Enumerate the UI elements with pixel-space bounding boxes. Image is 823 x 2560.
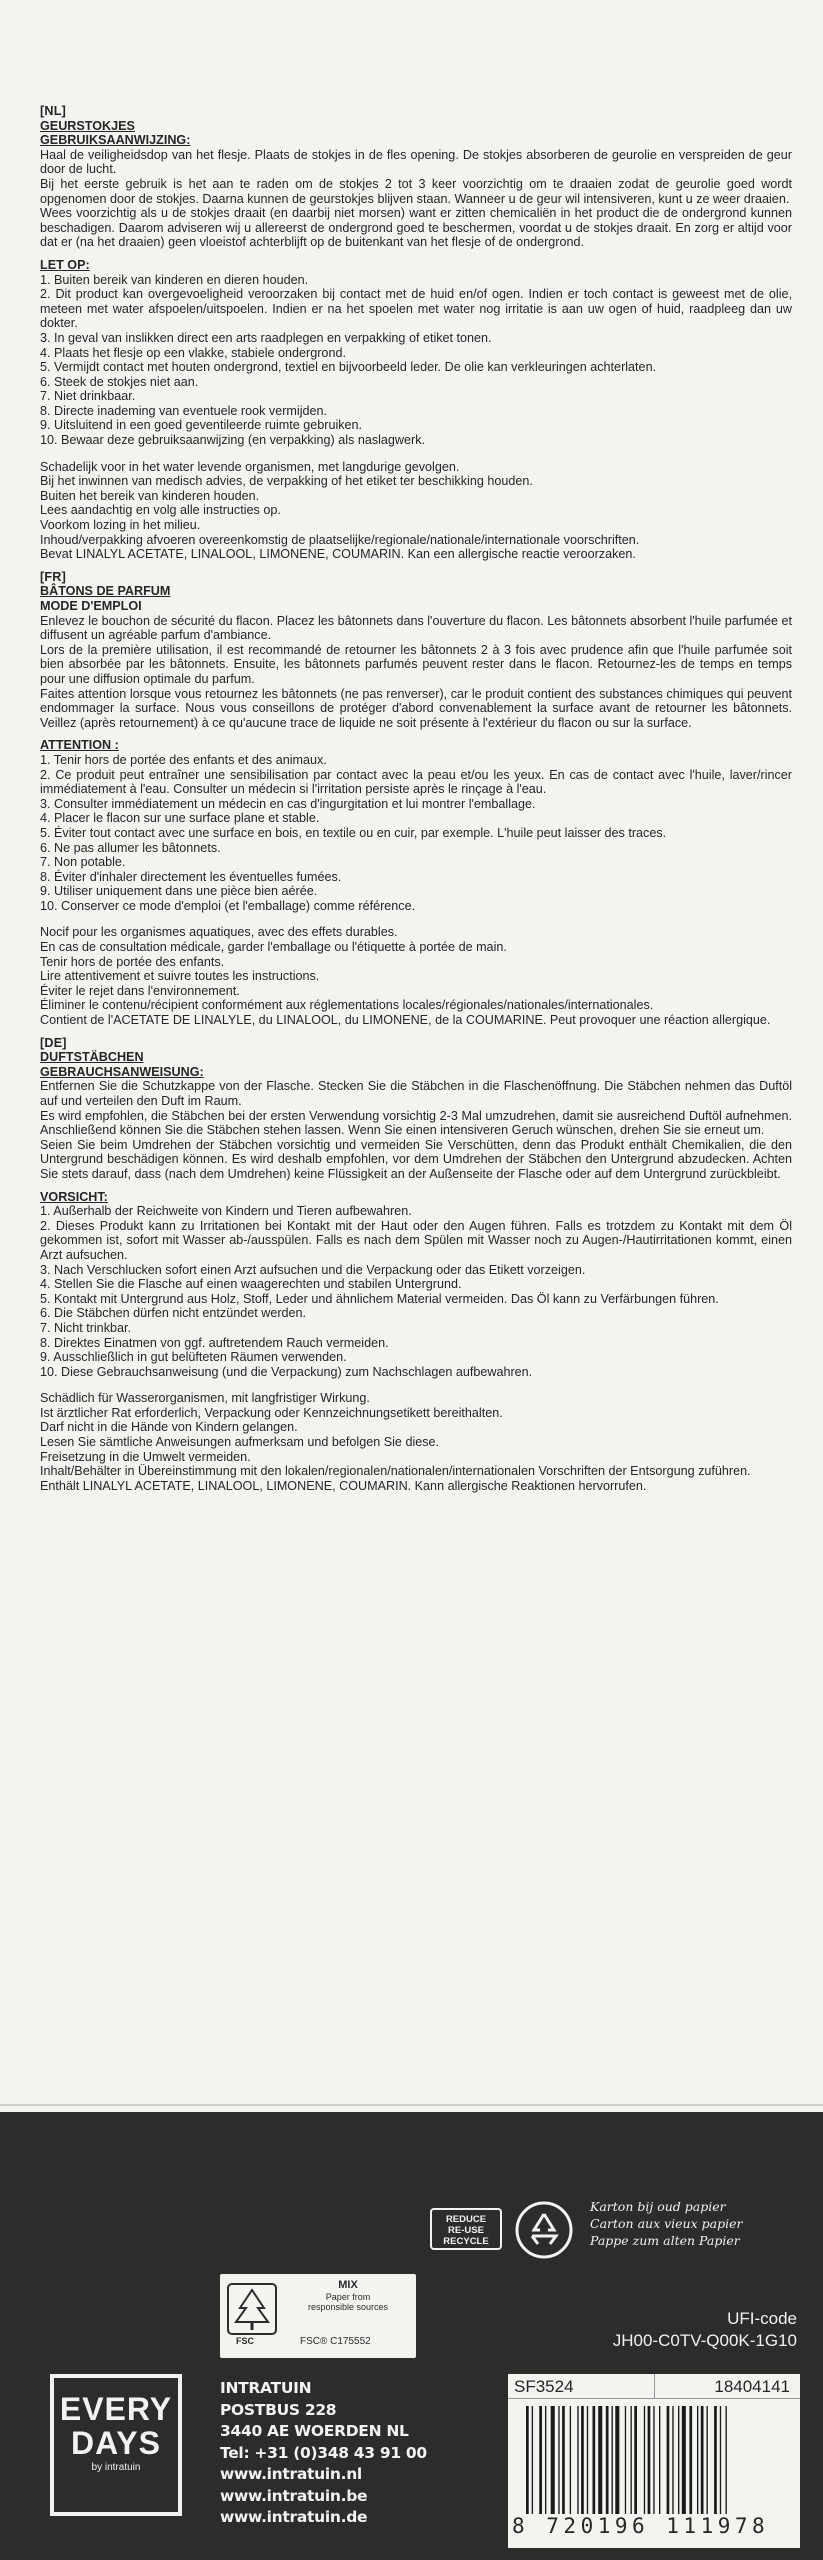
note: Éviter le rejet dans l'environnement. xyxy=(40,983,240,998)
warning-item: 1. Buiten bereik van kinderen en dieren houden. xyxy=(40,272,309,287)
barcode-bar xyxy=(581,2406,584,2514)
note: Bevat LINALYL ACETATE, LINALOOL, LIMONENE, COUMARIN. Kan een allergische reactie veroorzaken. xyxy=(40,547,636,562)
section-de xyxy=(40,1036,792,1494)
recycling-marks xyxy=(430,2198,590,2260)
lang-code: [NL] xyxy=(40,104,66,118)
warnings-list xyxy=(40,273,792,448)
warning-item: 2. Dit product kan overgevoeligheid veroorzaken bij contact met de huid en/of ogen. Indien er toch contact is geweest met de olie, meteen met water afspoelen/uitspoelen. Indien er na het spoelen met water nog irritatie is aan uw ogen of huid, raadpleeg dan uw dokter. xyxy=(40,287,792,331)
fsc-text: Paper from xyxy=(325,2292,371,2302)
note: Enthält LINALYL ACETATE, LINALOOL, LIMONENE, COUMARIN. Kann allergische Reaktionen hervorrufen. xyxy=(40,1478,647,1493)
note: Inhalt/Behälter in Übereinstimmung mit den lokalen/regionalen/nationalen/internationalen Vorschriften der Entsorgung zuführen. xyxy=(40,1464,751,1479)
reduce-reuse-recycle-badge xyxy=(430,2208,502,2250)
fsc-description xyxy=(284,2280,412,2312)
warning-item: 10. Diese Gebrauchsanweisung (und die Verpackung) zum Nachschlagen aufbewahren. xyxy=(40,1364,533,1379)
warning-item: 5. Vermijdt contact met houten ondergrond, textiel en bijvoorbeeld leder. De olie kan verkleuringen achterlaten. xyxy=(40,360,657,375)
barcode-bar xyxy=(593,2406,596,2514)
barcode-bar xyxy=(587,2406,588,2514)
barcode-bar xyxy=(577,2406,578,2514)
warning-item: 2. Ce produit peut entraîner une sensibilisation par contact avec la peau et/ou les yeux. En cas de contact avec l'huile, laver/rincer immédiatement à l'eau. Consulter un médecin si l'irritation persiste après le rinçage à l'eau. xyxy=(40,767,792,797)
warning-item: 7. Nicht trinkbar. xyxy=(40,1320,131,1335)
note: Freisetzung in die Umwelt vermeiden. xyxy=(40,1449,251,1464)
barcode-bar xyxy=(701,2406,704,2514)
warning-item: 8. Directe inademing van eventuele rook vermijden. xyxy=(40,403,328,418)
barcode-bar xyxy=(631,2406,632,2514)
note: Ist ärztlicher Rat erforderlich, Verpackung oder Kennzeichnungsetikett bereithalten. xyxy=(40,1405,503,1420)
barcode-bar xyxy=(667,2406,670,2514)
barcode-bar xyxy=(714,2406,717,2514)
paragraph: Es wird empfohlen, die Stäbchen bei der ersten Verwendung vorsichtig 2-3 Mal umzudrehen, damit sie ausreichend Duftöl aufnehmen. Anschließend können Sie die Stäbchen stehen lassen. Wenn Sie einen intensiveren Geruch wünschen, drehen Sie sie erneut um. xyxy=(40,1108,792,1138)
warning-item: 3. Consulter immédiatement un médecin en cas d'ingurgitation et lui montrer l'emballage. xyxy=(40,796,536,811)
note: Tenir hors de portée des enfants. xyxy=(40,954,225,969)
paragraph: Enlevez le bouchon de sécurité du flacon. Placez les bâtonnets dans l'ouverture du flacon. Les bâtonnets absorbent l'huile parfumée et diffusent un agréable parfum d'ambiance. xyxy=(40,613,792,643)
section-nl xyxy=(40,104,792,562)
barcode-bar xyxy=(562,2406,565,2514)
recycle-arrows-icon xyxy=(514,2200,574,2260)
barcode-bar xyxy=(625,2406,626,2514)
note: Éliminer le contenu/récipient conformément aux réglementations locales/régionales/nationales/internationales. xyxy=(40,998,654,1013)
section-subtitle: MODE D'EMPLOI xyxy=(40,599,142,613)
note: Inhoud/verpakking afvoeren overeenkomstig de plaatselijke/regionale/nationale/internationale voorschriften. xyxy=(40,532,640,547)
note: Lire attentivement et suivre toutes les instructions. xyxy=(40,969,320,984)
note: Bij het inwinnen van medisch advies, de verpakking of het etiket ter beschikking houden. xyxy=(40,474,533,489)
barcode-bar xyxy=(539,2406,542,2514)
warning-item: 4. Placer le flacon sur une surface plane et stable. xyxy=(40,811,320,826)
note: Schadelijk voor in het water levende organismen, met langdurige gevolgen. xyxy=(40,459,460,474)
lang-code: [DE] xyxy=(40,1035,67,1050)
fsc-code: FSC® C175552 xyxy=(300,2336,371,2347)
paper-disposal-text xyxy=(590,2198,810,2249)
warnings-title: LET OP: xyxy=(40,257,90,272)
barcode-bar xyxy=(598,2406,602,2514)
note: Voorkom lozing in het milieu. xyxy=(40,518,201,533)
logo-line: EVERY xyxy=(59,2391,173,2427)
paragraph: Seien Sie beim Umdrehen der Stäbchen vorsichtig und vermeiden Sie Verschütten, denn das Produkt enthält Chemikalien, die den Untergrund beschädigen können. Es wird deshalb empfohlen, vor dem Umdrehen der Stäbchen den Untergrund abzudecken. Achten Sie stets darauf, dass (nach dem Umdrehen) keine Flüssigkeit an der Außenseite der Flasche oder auf dem Untergrund zurückbleibt. xyxy=(40,1137,792,1181)
paragraph: Entfernen Sie die Schutzkappe von der Flasche. Stecken Sie die Stäbchen in die Flaschenöffnung. Die Stäbchen nehmen das Duftöl auf und verteilen den Duft im Raum. xyxy=(40,1079,792,1108)
warning-item: 2. Dieses Produkt kann zu Irritationen bei Kontakt mit der Haut oder den Augen führen. Falls es trotzdem zu Kontakt mit dem Öl gekommen ist, sofort mit Wasser ab-/ausspülen. Falls es nach dem Spülen mit Wasser noch zu Augen-/Hautirritationen kommt, einen Arzt aufsuchen. xyxy=(40,1218,792,1262)
note: Contient de l'ACETATE DE LINALYLE, du LINALOOL, du LIMONENE, de la COUMARINE. Peut provoquer une réaction allergique. xyxy=(40,1013,771,1028)
warning-item: 6. Die Stäbchen dürfen nicht entzündet werden. xyxy=(40,1306,307,1321)
address-line: 3440 AE WOERDEN NL xyxy=(220,2422,409,2440)
ufi-label: UFI-code xyxy=(727,2309,797,2328)
note: Schädlich für Wasserorganismen, mit langfristiger Wirkung. xyxy=(40,1391,370,1406)
warning-item: 9. Ausschließlich in gut belüfteten Räumen verwenden. xyxy=(40,1350,347,1365)
warning-item: 8. Direktes Einatmen von ggf. auftretendem Rauch vermeiden. xyxy=(40,1335,389,1350)
barcode-bar xyxy=(606,2406,609,2514)
section-fr xyxy=(40,570,792,1028)
warning-item: 5. Éviter tout contact avec une surface en bois, en textile ou en cuir, par exemple. L'huile peut laisser des traces. xyxy=(40,825,667,840)
warning-item: 3. In geval van inslikken direct een arts raadplegen en verpakking of etiket tonen. xyxy=(40,330,492,345)
company-address xyxy=(220,2378,427,2529)
ufi-code: JH00-C0TV-Q00K-1G10 xyxy=(612,2331,797,2350)
paper-line: Pappe zum alten Papier xyxy=(590,2233,740,2248)
website-link: www.intratuin.be xyxy=(220,2486,368,2505)
warnings-list xyxy=(40,1204,792,1379)
article-number: 18404141 xyxy=(714,2377,790,2396)
logo-line: DAYS xyxy=(71,2425,161,2461)
ean-barcode-icon xyxy=(524,2406,792,2514)
warning-item: 8. Éviter d'inhaler directement les éventuelles fumées. xyxy=(40,869,342,884)
barcode-bar xyxy=(558,2406,559,2514)
website-link: www.intratuin.nl xyxy=(220,2465,362,2483)
barcode-bar xyxy=(689,2406,692,2514)
paper-line: Carton aux vieux papier xyxy=(590,2216,743,2231)
everydays-logo xyxy=(50,2374,182,2516)
barcode-label xyxy=(508,2374,800,2548)
barcode-bar xyxy=(707,2406,708,2514)
note: Buiten het bereik van kinderen houden. xyxy=(40,488,260,503)
fsc-label: FSC xyxy=(236,2336,254,2346)
header-divider xyxy=(654,2374,655,2398)
barcode-bar xyxy=(526,2406,529,2514)
barcode-bar xyxy=(612,2406,613,2514)
warnings-list xyxy=(40,753,792,914)
paragraph: Lors de la première utilisation, il est recommandé de retourner les bâtonnets 2 à 3 fois avec prudence afin que l'huile parfumée soit bien absorbée par les bâtonnets. Ensuite, les bâtonnets parfumés peuvent rester dans le flacon. Retournez-les de temps en temps pour une diffusion optimale du parfum. xyxy=(40,642,792,686)
section-subtitle: GEBRAUCHSANWEISUNG: xyxy=(40,1064,204,1079)
section-title: DUFTSTÄBCHEN xyxy=(40,1050,144,1065)
warning-item: 6. Steek de stokjes niet aan. xyxy=(40,374,199,389)
barcode-bar xyxy=(644,2406,645,2514)
warning-item: 4. Plaats het flesje op een vlakke, stabiele ondergrond. xyxy=(40,345,346,360)
barcode-bar xyxy=(551,2406,555,2514)
badge-line: RE-USE xyxy=(448,2225,484,2236)
barcode-bar xyxy=(697,2406,698,2514)
barcode-bar xyxy=(532,2406,533,2514)
barcode-digits: 8 720196 111978 xyxy=(512,2514,770,2538)
website-link: www.intratuin.de xyxy=(220,2508,368,2526)
warnings-title: VORSICHT: xyxy=(40,1189,108,1204)
barcode-bar xyxy=(659,2406,660,2514)
ufi-block xyxy=(613,2308,797,2352)
barcode-bar xyxy=(726,2406,727,2514)
paragraph: Wees voorzichtig als u de stokjes draait (en daarbij niet morsen) want er zitten chemicaliën in het product die de ondergrond kunnen beschadigen. Daarom adviseren wij u allereerst de ondergrond goed te beschermen, voordat u de stokjes draait. En zorg er altijd voor dat er (na het draaien) geen vloeistof achterblijft op de buitenkant van het flesje of de ondergrond. xyxy=(40,206,792,250)
fsc-mark xyxy=(220,2274,416,2358)
paragraph: Bij het eerste gebruik is het aan te raden om de stokjes 2 tot 3 keer voorzichtig om te draaien zodat de geurolie goed wordt opgenomen door de stokjes. Daarna kunnen de geurstokjes blijven staan. Wanneer u de geur wil intensiveren, kunt u ze weer draaien. xyxy=(40,176,792,206)
section-title: GEURSTOKJES xyxy=(40,118,135,133)
barcode-bar xyxy=(678,2406,679,2514)
warning-item: 10. Bewaar deze gebruiksaanwijzing (en verpakking) als naslagwerk. xyxy=(40,433,426,448)
warning-item: 3. Nach Verschlucken sofort einen Arzt aufsuchen und die Verpackung oder das Etikett vorzeigen. xyxy=(40,1262,586,1277)
leaflet-text xyxy=(40,104,792,1501)
barcode-bar xyxy=(720,2406,721,2514)
warning-item: 5. Kontakt mit Untergrund aus Holz, Stoff, Leder und ähnlichem Material vermeiden. Das Öl kann zu Verfärbungen führen. xyxy=(40,1291,719,1306)
note: Darf nicht in die Hände von Kindern gelangen. xyxy=(40,1420,298,1435)
warning-item: 6. Ne pas allumer les bâtonnets. xyxy=(40,840,221,855)
address-line: POSTBUS 228 xyxy=(220,2400,337,2419)
barcode-bar xyxy=(653,2406,654,2514)
sku-code: SF3524 xyxy=(514,2377,574,2396)
barcode-bar xyxy=(682,2406,686,2514)
barcode-bar xyxy=(615,2406,619,2514)
fsc-mix: MIX xyxy=(338,2279,358,2291)
warning-item: 7. Non potable. xyxy=(40,855,126,870)
section-title: BÂTONS DE PARFUM xyxy=(40,584,171,599)
warning-item: 9. Utiliser uniquement dans une pièce bien aérée. xyxy=(40,884,318,899)
barcode-bar xyxy=(634,2406,637,2514)
address-line: Tel: +31 (0)348 43 91 00 xyxy=(220,2443,427,2462)
warning-item: 7. Niet drinkbaar. xyxy=(40,389,136,404)
warning-item: 9. Uitsluitend in een goed geventileerde ruimte gebruiken. xyxy=(40,418,363,433)
warning-item: 1. Außerhalb der Reichweite von Kindern und Tieren aufbewahren. xyxy=(40,1204,412,1219)
paper-line: Karton bij oud papier xyxy=(590,2199,726,2214)
badge-line: RECYCLE xyxy=(443,2236,489,2247)
warning-item: 4. Stellen Sie die Flasche auf einen waagerechten und stabilen Untergrund. xyxy=(40,1277,462,1292)
barcode-bar xyxy=(648,2406,651,2514)
badge-line: REDUCE xyxy=(445,2214,487,2225)
fold-line xyxy=(0,2104,823,2106)
note: Nocif pour les organismes aquatiques, avec des effets durables. xyxy=(40,925,398,940)
note: En cas de consultation médicale, garder l'emballage ou l'étiquette à portée de main. xyxy=(40,940,507,955)
barcode-bar xyxy=(570,2406,571,2514)
note: Lees aandachtig en volg alle instructies op. xyxy=(40,503,281,518)
warnings-title: ATTENTION : xyxy=(40,738,119,753)
paragraph: Faites attention lorsque vous retournez les bâtonnets (ne pas renverser), car le produit contient des substances chimiques qui peuvent endommager la surface. Nous vous conseillons de protéger d'abord convenablement la surface avant de retourner les bâtonnets. Veillez (après retournement) à ce qu'aucune trace de liquide ne soit présente à l'extérieur du flacon ou sur la surface. xyxy=(40,686,792,730)
barcode-bar xyxy=(672,2406,673,2514)
address-line: INTRATUIN xyxy=(220,2379,312,2397)
fsc-text: responsible sources xyxy=(307,2302,389,2312)
warning-item: 1. Tenir hors de portée des enfants et des animaux. xyxy=(40,752,327,767)
barcode-bar xyxy=(545,2406,546,2514)
warning-item: 10. Conserver ce mode d'emploi (et l'emballage) comme référence. xyxy=(40,898,416,913)
lang-code: [FR] xyxy=(40,569,66,584)
logo-by: by intratuin xyxy=(91,2462,141,2473)
paragraph: Haal de veiligheidsdop van het flesje. Plaats de stokjes in de fles opening. De stokjes absorberen de geurolie en verspreiden de geur door de lucht. xyxy=(40,147,792,177)
note: Lesen Sie sämtliche Anweisungen aufmerksam und befolgen Sie diese. xyxy=(40,1435,440,1450)
section-subtitle: GEBRUIKSAANWIJZING: xyxy=(40,133,191,148)
packaging-footer xyxy=(0,2112,823,2560)
